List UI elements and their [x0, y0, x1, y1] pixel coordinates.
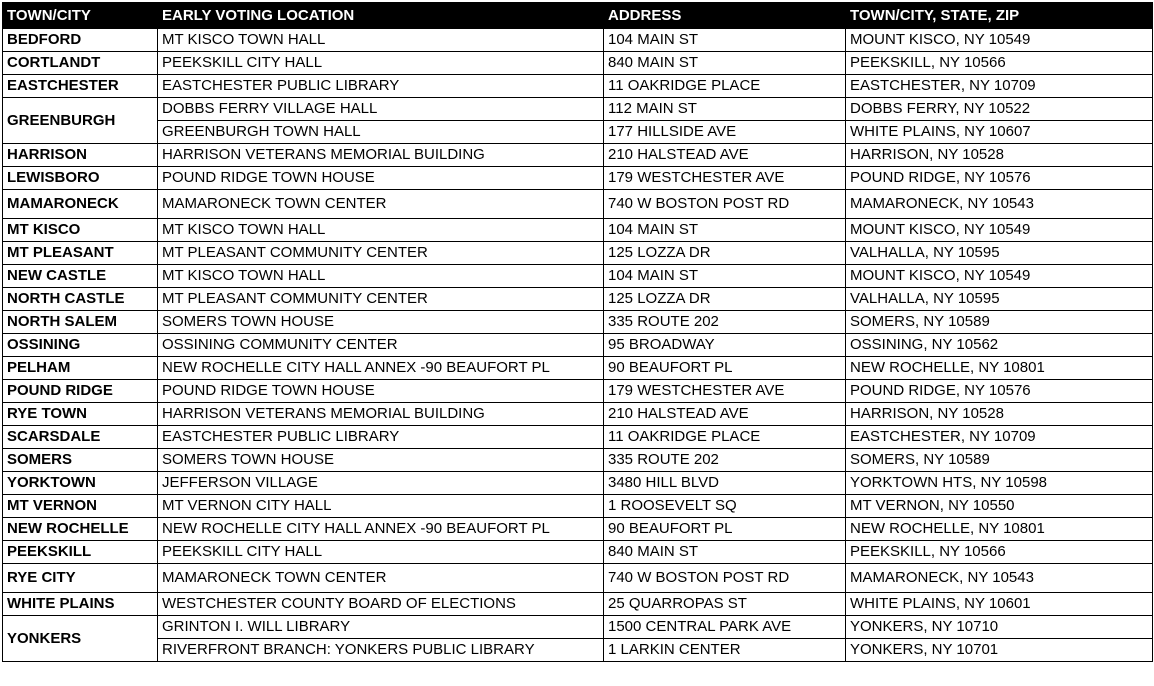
town-cell: MT VERNON [3, 495, 158, 518]
header-town-city: TOWN/CITY [3, 3, 158, 29]
table-header [3, 3, 1153, 29]
table-row [3, 144, 1153, 167]
city-state-zip-cell: HARRISON, NY 10528 [846, 144, 1153, 167]
city-state-zip-cell: DOBBS FERRY, NY 10522 [846, 98, 1153, 121]
header-address: ADDRESS [604, 3, 846, 29]
location-cell: EASTCHESTER PUBLIC LIBRARY [158, 426, 604, 449]
address-cell: 840 MAIN ST [604, 541, 846, 564]
address-cell: 125 LOZZA DR [604, 288, 846, 311]
location-cell: POUND RIDGE TOWN HOUSE [158, 167, 604, 190]
table-row [3, 75, 1153, 98]
town-cell: SOMERS [3, 449, 158, 472]
header-row [3, 3, 1153, 29]
address-cell: 11 OAKRIDGE PLACE [604, 426, 846, 449]
town-cell: NEW CASTLE [3, 265, 158, 288]
town-cell: BEDFORD [3, 29, 158, 52]
location-cell: HARRISON VETERANS MEMORIAL BUILDING [158, 144, 604, 167]
city-state-zip-cell: YONKERS, NY 10710 [846, 616, 1153, 639]
table-row [3, 426, 1153, 449]
table-row [3, 449, 1153, 472]
town-cell: PEEKSKILL [3, 541, 158, 564]
city-state-zip-cell: PEEKSKILL, NY 10566 [846, 541, 1153, 564]
city-state-zip-cell: MOUNT KISCO, NY 10549 [846, 219, 1153, 242]
address-cell: 177 HILLSIDE AVE [604, 121, 846, 144]
table-row [3, 541, 1153, 564]
town-cell: SCARSDALE [3, 426, 158, 449]
address-cell: 104 MAIN ST [604, 29, 846, 52]
town-cell: MT KISCO [3, 219, 158, 242]
table-row [3, 616, 1153, 639]
location-cell: MT KISCO TOWN HALL [158, 29, 604, 52]
city-state-zip-cell: MT VERNON, NY 10550 [846, 495, 1153, 518]
city-state-zip-cell: YONKERS, NY 10701 [846, 639, 1153, 662]
location-cell: SOMERS TOWN HOUSE [158, 311, 604, 334]
table-row [3, 311, 1153, 334]
table-row [3, 564, 1153, 593]
city-state-zip-cell: NEW ROCHELLE, NY 10801 [846, 357, 1153, 380]
city-state-zip-cell: POUND RIDGE, NY 10576 [846, 167, 1153, 190]
table-row [3, 593, 1153, 616]
city-state-zip-cell: WHITE PLAINS, NY 10601 [846, 593, 1153, 616]
table-body [3, 29, 1153, 662]
location-cell: HARRISON VETERANS MEMORIAL BUILDING [158, 403, 604, 426]
city-state-zip-cell: NEW ROCHELLE, NY 10801 [846, 518, 1153, 541]
location-cell: PEEKSKILL CITY HALL [158, 52, 604, 75]
table-row [3, 242, 1153, 265]
location-cell: WESTCHESTER COUNTY BOARD OF ELECTIONS [158, 593, 604, 616]
town-cell: NORTH SALEM [3, 311, 158, 334]
table-row [3, 334, 1153, 357]
city-state-zip-cell: EASTCHESTER, NY 10709 [846, 75, 1153, 98]
address-cell: 335 ROUTE 202 [604, 449, 846, 472]
town-cell: NORTH CASTLE [3, 288, 158, 311]
table-row [3, 495, 1153, 518]
address-cell: 125 LOZZA DR [604, 242, 846, 265]
table-row [3, 98, 1153, 121]
table-row [3, 518, 1153, 541]
address-cell: 95 BROADWAY [604, 334, 846, 357]
city-state-zip-cell: MOUNT KISCO, NY 10549 [846, 29, 1153, 52]
location-cell: EASTCHESTER PUBLIC LIBRARY [158, 75, 604, 98]
address-cell: 90 BEAUFORT PL [604, 518, 846, 541]
location-cell: MT VERNON CITY HALL [158, 495, 604, 518]
town-cell: EASTCHESTER [3, 75, 158, 98]
town-cell: GREENBURGH [3, 98, 158, 144]
location-cell: RIVERFRONT BRANCH: YONKERS PUBLIC LIBRARY [158, 639, 604, 662]
city-state-zip-cell: EASTCHESTER, NY 10709 [846, 426, 1153, 449]
town-cell: RYE CITY [3, 564, 158, 593]
town-cell: YONKERS [3, 616, 158, 662]
table-row [3, 639, 1153, 662]
location-cell: MAMARONECK TOWN CENTER [158, 564, 604, 593]
city-state-zip-cell: PEEKSKILL, NY 10566 [846, 52, 1153, 75]
table-row [3, 403, 1153, 426]
location-cell: MT KISCO TOWN HALL [158, 219, 604, 242]
address-cell: 335 ROUTE 202 [604, 311, 846, 334]
header-town-city-state-zip: TOWN/CITY, STATE, ZIP [846, 3, 1153, 29]
table-row [3, 472, 1153, 495]
address-cell: 1 LARKIN CENTER [604, 639, 846, 662]
town-cell: HARRISON [3, 144, 158, 167]
city-state-zip-cell: MAMARONECK, NY 10543 [846, 190, 1153, 219]
address-cell: 1500 CENTRAL PARK AVE [604, 616, 846, 639]
address-cell: 210 HALSTEAD AVE [604, 144, 846, 167]
town-cell: LEWISBORO [3, 167, 158, 190]
address-cell: 179 WESTCHESTER AVE [604, 167, 846, 190]
address-cell: 25 QUARROPAS ST [604, 593, 846, 616]
city-state-zip-cell: WHITE PLAINS, NY 10607 [846, 121, 1153, 144]
location-cell: MAMARONECK TOWN CENTER [158, 190, 604, 219]
location-cell: MT KISCO TOWN HALL [158, 265, 604, 288]
table-row [3, 167, 1153, 190]
location-cell: MT PLEASANT COMMUNITY CENTER [158, 288, 604, 311]
location-cell: MT PLEASANT COMMUNITY CENTER [158, 242, 604, 265]
address-cell: 1 ROOSEVELT SQ [604, 495, 846, 518]
location-cell: JEFFERSON VILLAGE [158, 472, 604, 495]
location-cell: PEEKSKILL CITY HALL [158, 541, 604, 564]
city-state-zip-cell: POUND RIDGE, NY 10576 [846, 380, 1153, 403]
address-cell: 3480 HILL BLVD [604, 472, 846, 495]
address-cell: 90 BEAUFORT PL [604, 357, 846, 380]
location-cell: NEW ROCHELLE CITY HALL ANNEX -90 BEAUFORT PL [158, 357, 604, 380]
table-row [3, 357, 1153, 380]
table-row [3, 121, 1153, 144]
address-cell: 112 MAIN ST [604, 98, 846, 121]
table-row [3, 219, 1153, 242]
location-cell: POUND RIDGE TOWN HOUSE [158, 380, 604, 403]
city-state-zip-cell: VALHALLA, NY 10595 [846, 242, 1153, 265]
table-row [3, 52, 1153, 75]
town-cell: CORTLANDT [3, 52, 158, 75]
address-cell: 104 MAIN ST [604, 265, 846, 288]
location-cell: GRINTON I. WILL LIBRARY [158, 616, 604, 639]
early-voting-table [2, 2, 1153, 662]
town-cell: RYE TOWN [3, 403, 158, 426]
city-state-zip-cell: YORKTOWN HTS, NY 10598 [846, 472, 1153, 495]
city-state-zip-cell: VALHALLA, NY 10595 [846, 288, 1153, 311]
location-cell: SOMERS TOWN HOUSE [158, 449, 604, 472]
town-cell: POUND RIDGE [3, 380, 158, 403]
address-cell: 179 WESTCHESTER AVE [604, 380, 846, 403]
location-cell: OSSINING COMMUNITY CENTER [158, 334, 604, 357]
address-cell: 840 MAIN ST [604, 52, 846, 75]
town-cell: OSSINING [3, 334, 158, 357]
address-cell: 104 MAIN ST [604, 219, 846, 242]
header-early-voting-location: EARLY VOTING LOCATION [158, 3, 604, 29]
table-row [3, 265, 1153, 288]
town-cell: MAMARONECK [3, 190, 158, 219]
location-cell: NEW ROCHELLE CITY HALL ANNEX -90 BEAUFORT PL [158, 518, 604, 541]
location-cell: GREENBURGH TOWN HALL [158, 121, 604, 144]
town-cell: YORKTOWN [3, 472, 158, 495]
city-state-zip-cell: MOUNT KISCO, NY 10549 [846, 265, 1153, 288]
table-row [3, 288, 1153, 311]
location-cell: DOBBS FERRY VILLAGE HALL [158, 98, 604, 121]
city-state-zip-cell: HARRISON, NY 10528 [846, 403, 1153, 426]
town-cell: NEW ROCHELLE [3, 518, 158, 541]
address-cell: 11 OAKRIDGE PLACE [604, 75, 846, 98]
table-row [3, 29, 1153, 52]
city-state-zip-cell: SOMERS, NY 10589 [846, 449, 1153, 472]
address-cell: 740 W BOSTON POST RD [604, 564, 846, 593]
address-cell: 210 HALSTEAD AVE [604, 403, 846, 426]
address-cell: 740 W BOSTON POST RD [604, 190, 846, 219]
city-state-zip-cell: SOMERS, NY 10589 [846, 311, 1153, 334]
table-row [3, 380, 1153, 403]
city-state-zip-cell: MAMARONECK, NY 10543 [846, 564, 1153, 593]
town-cell: WHITE PLAINS [3, 593, 158, 616]
table-row [3, 190, 1153, 219]
city-state-zip-cell: OSSINING, NY 10562 [846, 334, 1153, 357]
town-cell: PELHAM [3, 357, 158, 380]
town-cell: MT PLEASANT [3, 242, 158, 265]
